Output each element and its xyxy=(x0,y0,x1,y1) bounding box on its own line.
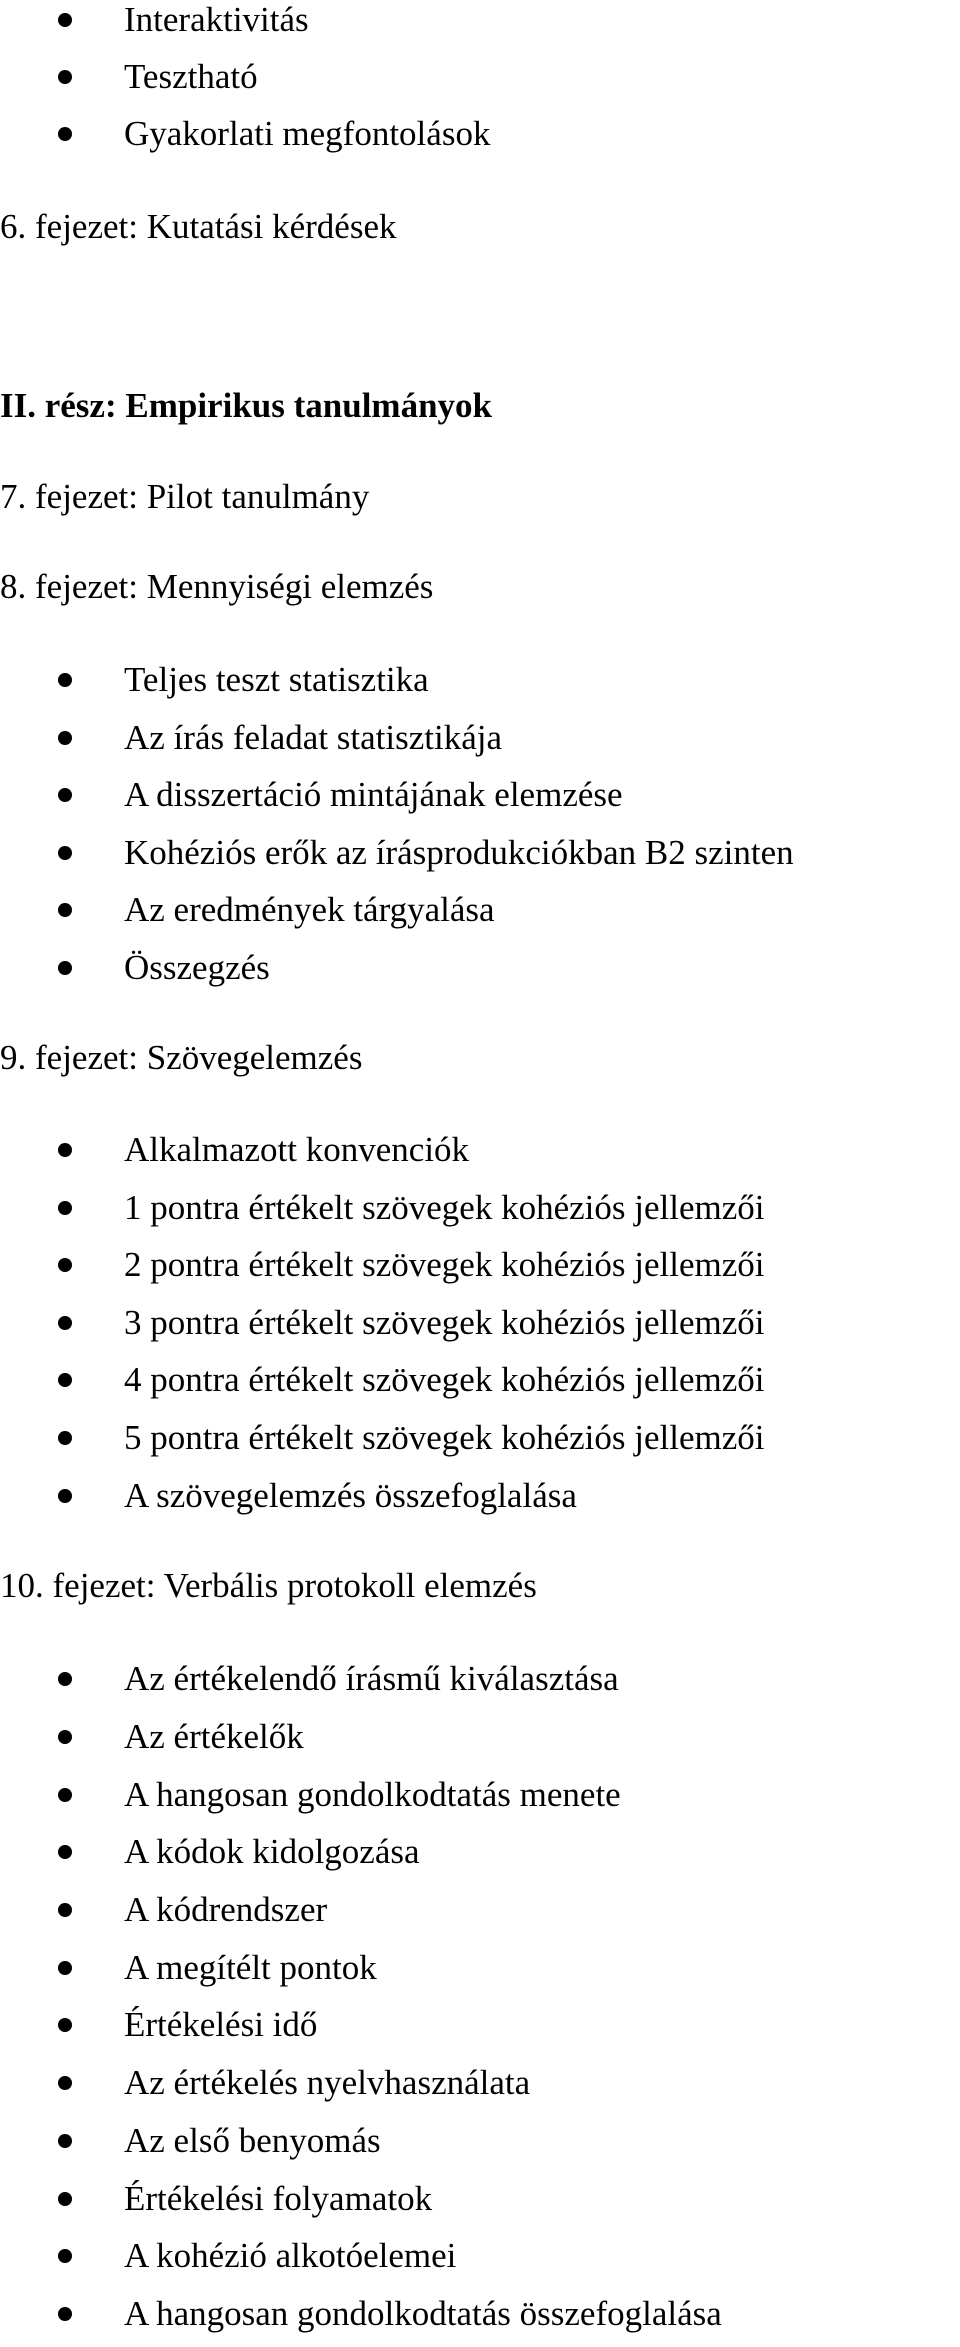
bullet-icon xyxy=(58,1903,72,1917)
bullet-icon xyxy=(58,1489,72,1503)
bullet-icon xyxy=(58,70,72,84)
chapter-title: 7. fejezet: Pilot tanulmány xyxy=(0,477,370,516)
list-item-text: A kohézió alkotóelemei xyxy=(124,2236,457,2275)
list-item-text: Gyakorlati megfontolások xyxy=(124,114,491,153)
list-item-text: A kódok kidolgozása xyxy=(124,1832,420,1871)
bullet-icon xyxy=(58,846,72,860)
list-item-text: Az értékelendő írásmű kiválasztása xyxy=(124,1659,619,1698)
list-item-text: Értékelési idő xyxy=(124,2005,318,2044)
bullet-icon xyxy=(58,2192,72,2206)
list-item-text: Az értékelők xyxy=(124,1717,304,1756)
bullet-icon xyxy=(58,1672,72,1686)
list-item-text: Értékelési folyamatok xyxy=(124,2179,433,2218)
bullet-icon xyxy=(58,2249,72,2263)
bullet-icon xyxy=(58,1730,72,1744)
bullet-icon xyxy=(58,961,72,975)
list-item-text: 5 pontra értékelt szövegek kohéziós jellemzői xyxy=(124,1418,765,1457)
bullet-icon xyxy=(58,1373,72,1387)
list-item-text: Az eredmények tárgyalása xyxy=(124,890,495,929)
chapter-title: 10. fejezet: Verbális protokoll elemzés xyxy=(0,1566,537,1605)
list-item-text: Az első benyomás xyxy=(124,2121,381,2160)
list-item-text: 2 pontra értékelt szövegek kohéziós jellemzői xyxy=(124,1245,765,1284)
list-item-text: A kódrendszer xyxy=(124,1890,328,1929)
list-item-text: Az írás feladat statisztikája xyxy=(124,718,503,757)
chapter-title: 9. fejezet: Szövegelemzés xyxy=(0,1038,363,1077)
list-item-text: 1 pontra értékelt szövegek kohéziós jellemzői xyxy=(124,1188,765,1227)
list-item-text: Tesztható xyxy=(124,57,258,96)
bullet-icon xyxy=(58,127,72,141)
list-item-text: A hangosan gondolkodtatás menete xyxy=(124,1775,621,1814)
bullet-icon xyxy=(58,1201,72,1215)
bullet-icon xyxy=(58,1258,72,1272)
bullet-icon xyxy=(58,1143,72,1157)
list-item-text: Összegzés xyxy=(124,948,270,987)
bullet-icon xyxy=(58,1316,72,1330)
bullet-icon xyxy=(58,1845,72,1859)
list-item-text: 4 pontra értékelt szövegek kohéziós jellemzői xyxy=(124,1360,765,1399)
bullet-icon xyxy=(58,673,72,687)
list-item-text: A hangosan gondolkodtatás összefoglalása xyxy=(124,2294,722,2333)
list-item-text: Kohéziós erők az írásprodukciókban B2 szinten xyxy=(124,833,794,872)
bullet-icon xyxy=(58,1431,72,1445)
bullet-icon xyxy=(58,903,72,917)
list-item-text: Alkalmazott konvenciók xyxy=(124,1130,470,1169)
chapter-title: 6. fejezet: Kutatási kérdések xyxy=(0,207,397,246)
bullet-icon xyxy=(58,788,72,802)
bullet-icon xyxy=(58,1961,72,1975)
list-item-text: A disszertáció mintájának elemzése xyxy=(124,775,623,814)
bullet-icon xyxy=(58,2307,72,2321)
list-item-text: Interaktivitás xyxy=(124,0,309,39)
list-item-text: Az értékelés nyelvhasználata xyxy=(124,2063,531,2102)
bullet-icon xyxy=(58,731,72,745)
list-item-text: A megítélt pontok xyxy=(124,1948,377,1987)
part-title: II. rész: Empirikus tanulmányok xyxy=(0,386,493,425)
bullet-icon xyxy=(58,1788,72,1802)
bullet-icon xyxy=(58,13,72,27)
list-item-text: Teljes teszt statisztika xyxy=(124,660,429,699)
bullet-icon xyxy=(58,2134,72,2148)
list-item-text: 3 pontra értékelt szövegek kohéziós jellemzői xyxy=(124,1303,765,1342)
chapter-title: 8. fejezet: Mennyiségi elemzés xyxy=(0,567,434,606)
bullet-icon xyxy=(58,2018,72,2032)
list-item-text: A szövegelemzés összefoglalása xyxy=(124,1476,577,1515)
bullet-icon xyxy=(58,2076,72,2090)
